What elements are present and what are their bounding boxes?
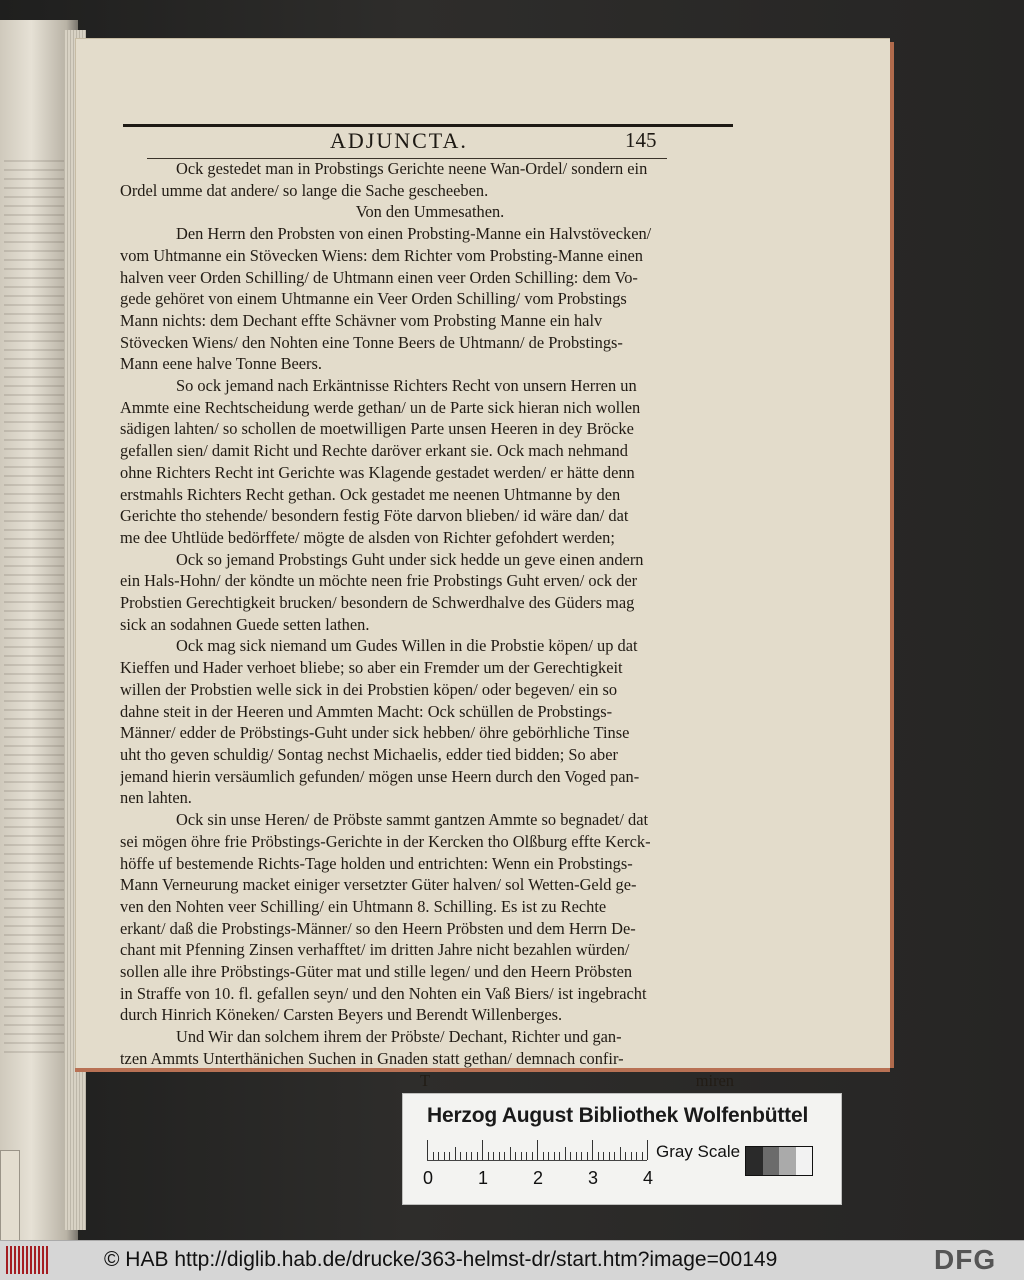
ruler-tick	[532, 1152, 533, 1160]
library-name: Herzog August Bibliothek Wolfenbüttel	[427, 1104, 809, 1127]
page-number: 145	[625, 128, 657, 152]
gray-scale-swatch	[745, 1146, 813, 1176]
ruler-tick	[537, 1140, 538, 1160]
ruler-tick	[587, 1152, 588, 1160]
body-text	[120, 158, 740, 1091]
text-line: uht tho geven schuldig/ Sontag nechst Michaelis, edder tied bidden; So aber	[120, 744, 618, 764]
gray-step	[796, 1147, 813, 1175]
footer-bar	[0, 1240, 1024, 1280]
text-line: ven den Nohten veer Schilling/ ein Uhtmann 8. Schilling. Es ist zu Rechte	[120, 896, 607, 916]
text-line: durch Hinrich Köneken/ Carsten Beyers und Berendt Willenberges.	[120, 1005, 563, 1025]
ruler-tick	[521, 1152, 522, 1160]
text-line: Mann nichts: dem Dechant effte Schävner vom Probsting Manne ein halv	[120, 310, 603, 330]
ruler-tick	[526, 1152, 527, 1160]
ruler-tick	[647, 1140, 648, 1160]
ruler-tick	[460, 1152, 461, 1160]
text-line: sädigen lahten/ so schollen de moetwilligen Parte unsen Heeren in dey Bröcke	[120, 419, 634, 439]
ruler-tick	[499, 1152, 500, 1160]
text-line: dahne steit in der Heeren und Ammten Macht: Ock schüllen de Probstings-	[120, 701, 613, 721]
ruler-tick	[631, 1152, 632, 1160]
ruler-tick	[477, 1152, 478, 1160]
ruler-tick	[548, 1152, 549, 1160]
ruler-tick	[466, 1152, 467, 1160]
ruler-tick	[449, 1152, 450, 1160]
text-line: vom Uhtmanne ein Stövecken Wiens: dem Richter vom Probsting-Manne einen	[120, 245, 643, 265]
text-line: Mann eene halve Tonne Beers.	[120, 354, 322, 374]
ruler-tick	[515, 1152, 516, 1160]
left-page-text-bleed	[4, 160, 66, 1060]
cm-ruler	[427, 1140, 647, 1161]
ruler-tick	[510, 1147, 511, 1160]
signature-catchword-line	[120, 1070, 740, 1092]
ruler-digit: 0	[423, 1168, 434, 1188]
gray-step	[779, 1147, 796, 1175]
text-line: willen der Probstien welle sick in dei Probstien köpen/ oder begeven/ ein so	[120, 679, 618, 699]
text-line: Kieffen und Hader verhoet bliebe; so aber ein Fremder um der Gerechtigkeit	[120, 658, 623, 678]
text-line: gede gehöret von einem Uhtmanne ein Veer Orden Schilling/ vom Probstings	[120, 289, 627, 309]
ruler-digits	[423, 1168, 663, 1192]
catchword: miren	[695, 1070, 734, 1090]
ruler-tick	[614, 1152, 615, 1160]
ruler-tick	[620, 1147, 621, 1160]
ruler-tick	[482, 1140, 483, 1160]
ruler-tick	[581, 1152, 582, 1160]
ruler-tick	[559, 1152, 560, 1160]
ruler-tick	[565, 1147, 566, 1160]
ruler-tick	[576, 1152, 577, 1160]
footer-url[interactable]: © HAB http://diglib.hab.de/drucke/363-helmst-dr/start.htm?image=00149	[104, 1248, 778, 1271]
ruler-tick	[543, 1152, 544, 1160]
signature-mark: T	[420, 1070, 431, 1090]
running-head: ADJUNCTA.	[330, 128, 468, 153]
text-line: sick an sodahnen Guede setten lathen.	[120, 614, 370, 634]
text-line: Ock gestedet man in Probstings Gerichte neene Wan-Ordel/ sondern ein	[176, 159, 648, 178]
ruler-digit: 2	[533, 1168, 544, 1188]
ruler-digit: 3	[588, 1168, 599, 1188]
ruler-tick	[603, 1152, 604, 1160]
text-line: nen lahten.	[120, 788, 192, 808]
text-line: Ock so jemand Probstings Guht under sick hedde un geve einen andern	[176, 549, 644, 569]
scanned-page	[75, 38, 890, 1090]
text-line: sollen alle ihre Pröbstings-Güter mat und stille legen/ und den Heern Pröbsten	[120, 962, 633, 982]
ruler-tick	[636, 1152, 637, 1160]
spine-label	[0, 1150, 20, 1242]
gray-step	[746, 1147, 763, 1175]
ruler-tick	[433, 1152, 434, 1160]
text-line: Und Wir dan solchem ihrem der Pröbste/ Dechant, Richter und gan-	[176, 1027, 622, 1047]
ruler-tick	[488, 1152, 489, 1160]
header-rule	[123, 124, 733, 127]
ruler-tick	[592, 1140, 593, 1160]
ruler-tick	[438, 1152, 439, 1160]
text-line: Den Herrn den Probsten von einen Probsting-Manne ein Halvstövecken/	[176, 224, 652, 244]
text-line: ohne Richters Recht int Gerichte was Klagende gestadet werden/ er hätte denn	[120, 462, 635, 482]
dfg-logo: DFG	[934, 1244, 997, 1275]
text-line: Ock mag sick niemand um Gudes Willen in die Probstie köpen/ up dat	[176, 636, 638, 656]
text-line: Ock sin unse Heren/ de Pröbste sammt gantzen Ammte so begnadet/ dat	[176, 810, 649, 830]
text-line: Gerichte tho stehende/ besondern festig Föte darvon blieben/ id wäre dan/ dat	[120, 506, 629, 526]
text-line: ein Hals-Hohn/ der köndte un möchte neen frie Probstings Guht erven/ ock der	[120, 571, 638, 591]
gray-scale-label: Gray Scale	[656, 1142, 741, 1161]
hab-logo-icon	[6, 1246, 48, 1274]
ruler-tick	[493, 1152, 494, 1160]
text-line: halven veer Orden Schilling/ de Uhtmann einen veer Orden Schilling: dem Vo-	[120, 267, 638, 287]
text-line: Ammte eine Rechtscheidung werde gethan/ un de Parte sick hieran nich wollen	[120, 397, 641, 417]
text-line: jemand hierin versäumlich gefunden/ mögen unse Heern durch den Voged pan-	[120, 766, 640, 786]
text-line: me dee Uhtlüde bedörffete/ mögte de alsden von Richter gefohdert werden;	[120, 527, 615, 547]
gray-step	[763, 1147, 780, 1175]
ruler-tick	[444, 1152, 445, 1160]
text-line: in Straffe von 10. fl. gefallen seyn/ und den Nohten ein Vaß Biers/ ist ingebracht	[120, 983, 647, 1003]
text-line: tzen Ammts Unterthänichen Suchen in Gnaden statt gethan/ demnach confir-	[120, 1048, 624, 1068]
ruler-digit: 1	[478, 1168, 489, 1188]
ruler-tick	[598, 1152, 599, 1160]
ruler-tick	[471, 1152, 472, 1160]
text-line: sei mögen öhre frie Pröbstings-Gerichte in der Kercken tho Olßburg effte Kerck-	[120, 831, 651, 851]
ruler-tick	[570, 1152, 571, 1160]
ruler-tick	[554, 1152, 555, 1160]
text-line: erkant/ daß die Probstings-Männer/ so den Heern Pröbsten und dem Herrn De-	[120, 918, 636, 938]
text-line: Ordel umme dat andere/ so lange die Sache gescheeben.	[120, 180, 489, 200]
page-edge-right	[890, 42, 894, 1068]
text-line: Stövecken Wiens/ den Nohten eine Tonne Beers de Uhtmann/ de Probstings-	[120, 332, 623, 352]
text-line: So ock jemand nach Erkäntnisse Richters Recht von unsern Herren un	[176, 376, 637, 396]
text-line: Mann Verneurung macket einiger versetzter Güter halven/ sol Wetten-Geld ge-	[120, 875, 637, 895]
text-line: gefallen sien/ damit Richt und Rechte daröver erkant sie. Ock mach nehmand	[120, 441, 628, 461]
text-line: Männer/ edder de Pröbstings-Guht under sick hebben/ öhre gebörhliche Tinse	[120, 723, 630, 743]
text-line: erstmahls Richters Recht gethan. Ock gestadet me neenen Uhtmanne by den	[120, 484, 621, 504]
text-line: chant mit Pfenning Zinsen verhafftet/ im dritten Jahre nicht bezahlen würden/	[120, 940, 630, 960]
ruler-tick	[504, 1152, 505, 1160]
text-line: Von den Ummesathen.	[355, 202, 505, 222]
ruler-tick	[609, 1152, 610, 1160]
ruler-tick	[625, 1152, 626, 1160]
text-line: höffe uf bestemende Richts-Tage holden und entrichten: Wenn ein Probstings-	[120, 853, 633, 873]
ruler-digit: 4	[643, 1168, 654, 1188]
library-label-card	[402, 1093, 842, 1205]
ruler-tick	[427, 1140, 428, 1160]
text-line: Probstien Gerechtigkeit brucken/ besondern de Schwerdhalve des Güders mag	[120, 593, 635, 613]
ruler-tick	[455, 1147, 456, 1160]
ruler-tick	[642, 1152, 643, 1160]
